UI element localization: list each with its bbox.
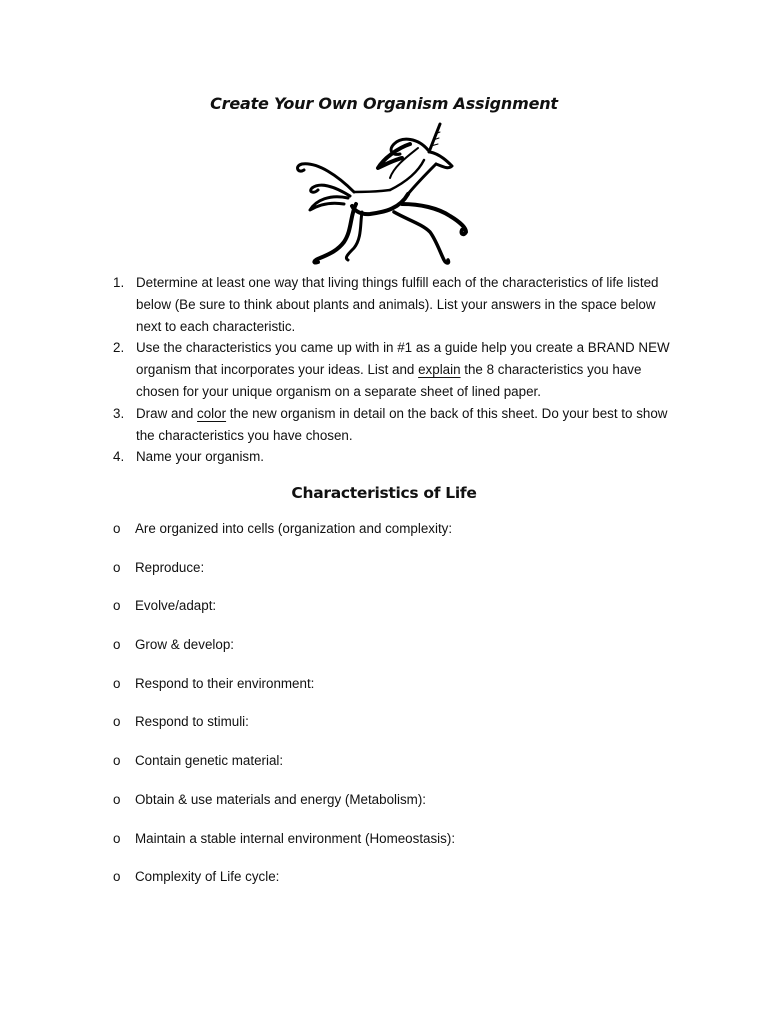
list-item xyxy=(113,867,693,906)
bullet-icon: o xyxy=(113,598,121,614)
list-item xyxy=(113,829,693,868)
instruction-list xyxy=(108,272,678,468)
assignment-title: Create Your Own Organism Assignment xyxy=(210,94,558,113)
instruction-text: Name your organism. xyxy=(136,449,265,465)
list-item xyxy=(113,674,693,713)
bullet-icon: o xyxy=(113,753,121,769)
bullet-icon: o xyxy=(113,869,121,885)
instruction-text: Determine at least one way that living things fulfill each of the characteristics of life listed below (Be sure to think about plants and animals). List your answers in the space below next to each characteristic. xyxy=(136,275,659,334)
list-item xyxy=(113,712,693,751)
bullet-icon: o xyxy=(113,675,121,691)
instruction-item xyxy=(108,272,678,337)
list-item xyxy=(113,596,693,635)
instruction-number: 1. xyxy=(113,275,125,290)
bullet-icon: o xyxy=(113,791,121,807)
characteristic-label: Obtain & use materials and energy (Metabolism): xyxy=(135,791,427,807)
instruction-number: 3. xyxy=(113,405,125,421)
bullet-icon: o xyxy=(113,521,121,536)
instruction-item xyxy=(108,337,678,402)
list-item xyxy=(113,790,693,829)
instruction-text: Draw and color the new organism in detail on the back of this sheet. Do your best to show the characteristics you have chosen. xyxy=(136,405,668,443)
bullet-icon: o xyxy=(113,714,121,730)
characteristic-label: Respond to their environment: xyxy=(135,675,315,691)
characteristic-label: Reproduce: xyxy=(135,559,205,575)
list-item xyxy=(113,635,693,674)
underlined-word: explain xyxy=(418,362,461,378)
instruction-item xyxy=(108,403,678,447)
instruction-text: Use the characteristics you came up with in #1 as a guide help you create a BRAND NEW organism that incorporates your ideas. List and explain the 8 characteristics you have chosen for your unique organism on a separate sheet of lined paper. xyxy=(136,340,670,399)
instruction-number: 4. xyxy=(113,449,125,465)
section-heading: Characteristics of Life xyxy=(291,484,477,502)
bullet-icon: o xyxy=(113,559,121,575)
instruction-item xyxy=(108,446,678,468)
characteristic-label: Complexity of Life cycle: xyxy=(135,869,280,885)
characteristic-label: Maintain a stable internal environment (Homeostasis): xyxy=(135,830,456,846)
characteristic-label: Evolve/adapt: xyxy=(135,598,217,614)
characteristic-label: Are organized into cells (organization and complexity: xyxy=(135,521,453,536)
characteristic-label: Grow & develop: xyxy=(135,637,234,653)
list-item xyxy=(113,751,693,790)
unicorn-illustration xyxy=(290,120,476,270)
list-item xyxy=(113,519,693,558)
underlined-word: color xyxy=(197,405,227,421)
bullet-icon: o xyxy=(113,637,121,653)
characteristic-label: Contain genetic material: xyxy=(135,753,284,769)
list-item xyxy=(113,558,693,597)
instruction-number: 2. xyxy=(113,340,125,356)
bullet-icon: o xyxy=(113,830,121,846)
characteristics-list xyxy=(113,519,693,906)
characteristic-label: Respond to stimuli: xyxy=(135,714,249,730)
